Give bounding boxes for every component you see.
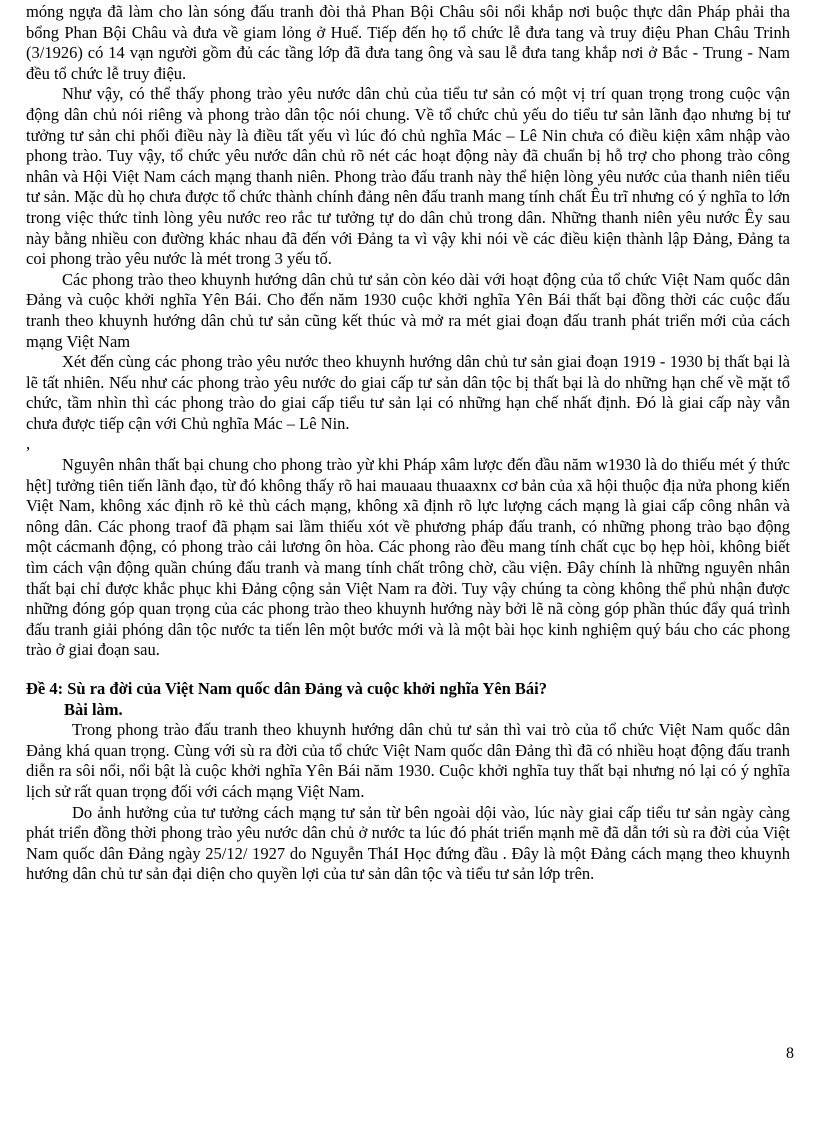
page-number: 8 (786, 1045, 794, 1062)
stray-comma: , (26, 434, 31, 454)
section-paragraph-2: Do ảnh hưởng của tư tưởng cách mạng tư sản từ bên ngoài dội vào, lúc này giai cấp tiểu tư sản ngày càng phát triển đồng thời phong trào yêu nước dân chủ ở nước ta lúc đó phát triển mạnh mẽ đã dẫn tới sù ra đời của Việt Nam quốc dân Đảng ngày 25/12/ 1927 do Nguyễn TháI Học đứng đầu . Đây là một Đảng cách mạng theo khuynh hướng dân chủ tư sản đại diện cho quyền lợi của tư sản dân tộc và tiểu tư sản lớp trên. (26, 802, 790, 884)
section-heading: Đề 4: Sù ra đời của Việt Nam quốc dân Đảng và cuộc khởi nghĩa Yên Bái? (26, 679, 547, 698)
paragraph-5: Nguyên nhân thất bại chung cho phong trào yừ khi Pháp xâm lược đến đầu năm w1930 là do thiếu mét ý thức hệt] tưởng tiên tiến lãnh đạo, từ đó không thấy rõ hai mauaau thuaaxnx cơ bản của xã hội thuộc địa nửa phong kiến Việt Nam, không xác định rõ kẻ thù cách mạng, không xã định rõ lực lượng cách mạng là giai cấp công nhân và nông dân. Các phong traof đã phạm sai lầm thiếu xót về phương pháp đấu tranh, có những phong trào bạo động một cácmanh động, có phong trào cải lương ôn hòa. Các phong rào đều mang tính chất cục bọ hẹp hòi, không biết tìm cách vận động quần chúng đấu tranh và mang tính chất trông chờ, cầu viện. Đây chính là những nguyên nhân thất bại chỉ được khắc phục khi Đảng cộng sản Việt Nam ra đời. Tuy vậy chúng ta còng không thể phủ nhận được những đóng góp quan trọng của các phong trào theo khuynh hướng này bởi lẽ nã còng góp phần thúc đẩy quá trình đấu tranh giải phóng dân tộc nước ta tiến lên một bước mới và là một bài học kinh nghiệm quý báu cho các phong trào ở giai đoạn sau. (26, 455, 790, 660)
paragraph-4: Xét đến cùng các phong trào yêu nước theo khuynh hướng dân chủ tư sản giai đoạn 1919 - 1930 bị thất bại là lẽ tất nhiên. Nếu như các phong trào yêu nước do giai cấp tư sản dân tộc bị thất bại là do những hạn chế về mặt tổ chức, tầm nhìn thì các phong trào do giai cấp tiểu tư sản lại có những hạn chế nhất định. Đó là giai cấp này vẫn chưa được tiếp cận với Chủ nghĩa Mác – Lê Nin. (26, 352, 790, 433)
section-subheading: Bài làm. (64, 699, 123, 719)
section-paragraph-1: Trong phong trào đấu tranh theo khuynh hướng dân chủ tư sản thì vai trò của tổ chức Việt Nam quốc dân Đảng khá quan trọng. Cùng với sù ra đời của tổ chức Việt Nam quốc dân Đảng thì đã có nhiều hoạt động đấu tranh diễn ra sôi nổi, nổi bật là cuộc khởi nghĩa Yên Bái năm 1930. Cuộc khởi nghĩa tuy thất bại nhưng nó lại có ý nghĩa lịch sử rất quan trọng đối với cách mạng Việt Nam. (26, 720, 790, 801)
paragraph-2: Như vậy, có thể thấy phong trào yêu nước dân chủ của tiểu tư sản có một vị trí quan trọng trong cuộc vận động dân chủ nói riêng và phong trào dân tộc nói chung. Về tổ chức chủ yếu do tiểu tư sản lãnh đạo nhưng bị tư tưởng tư sản chi phối điều này là điều tất yếu vì lúc đó chủ nghĩa Mác – Lê Nin chưa có điều kiện xâm nhập vào phong trào. Tuy vậy, tổ chức yêu nước dân chủ rõ nét các hoạt động này đã chuẩn bị hỗ trợ cho phong trào công nhân và Hội Việt Nam cách mạng thanh niên. Phong trào đấu tranh này thể hiện lòng yêu nước của thanh niên tiểu tư sản. Mặc dù họ chưa được tổ chức thành chính đảng nên đấu tranh mang tính chất Êu trĩ nhưng có ý nghĩa to lớn trong việc thức tỉnh lòng yêu nước reo rắc tư tưởng tự do dân chủ trong dân. Những thanh niên yêu nước Êy sau này bằng nhiều con đường khác nhau đã đến với Đảng ta vì vậy khi nói về các điều kiện thành lập Đảng, Đảng ta coi phong trào yêu nước là mét trong 3 yếu tố. (26, 84, 790, 269)
paragraph-1: móng ngựa đã làm cho làn sóng đấu tranh đòi thả Phan Bội Châu sôi nổi khắp nơi buộc thực dân Pháp phải tha bổng Phan Bội Châu và đưa về giam lỏng ở Huế. Tiếp đến họ tổ chức lễ đưa tang và truy điệu Phan Châu Trinh (3/1926) có 14 vạn người gồm đủ các tầng lớp đã đưa tang ông và sau lễ đưa tang khắp nơi ở Bắc - Trung - Nam đều tổ chức lễ truy điệu. (26, 2, 790, 83)
paragraph-3: Các phong trào theo khuynh hướng dân chủ tư sản còn kéo dài với hoạt động của tổ chức Việt Nam quốc dân Đảng và cuộc khởi nghĩa Yên Bái. Cho đến năm 1930 cuộc khởi nghĩa Yên Bái thất bại đồng thời các cuộc đấu tranh theo khuynh hướng dân chủ tư sản cũng kết thúc và mở ra mét giai đoạn đấu tranh phát triển mới của cách mạng Việt Nam (26, 269, 790, 351)
